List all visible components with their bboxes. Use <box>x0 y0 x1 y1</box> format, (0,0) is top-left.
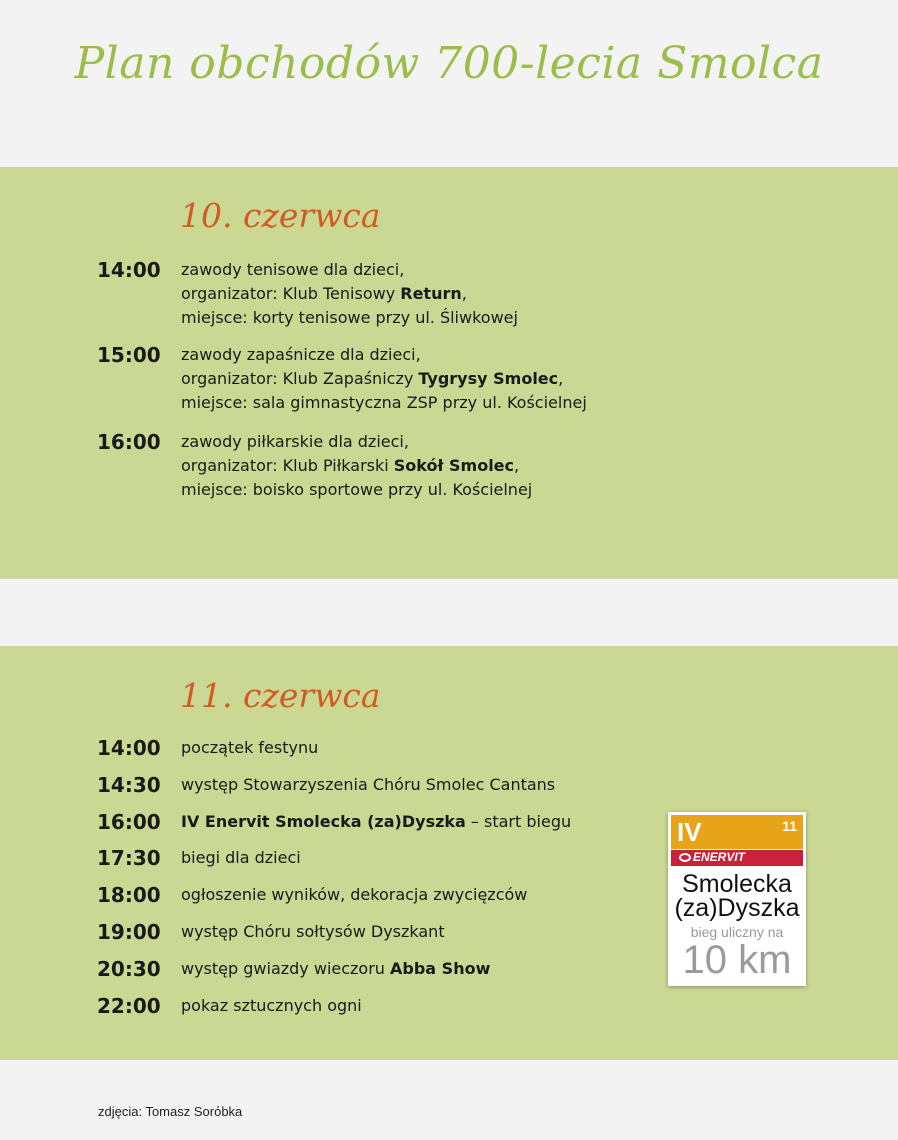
logo-edition: IV <box>677 817 702 847</box>
logo-date: 11 <box>782 818 797 834</box>
logo-name-line2: (za)Dyszka <box>674 894 800 922</box>
event-description: występ Stowarzyszenia Chóru Smolec Cantans <box>181 775 556 794</box>
logo-brand-bar <box>671 850 803 866</box>
day-heading: 10. czerwca <box>180 196 381 235</box>
event-time: 19:00 <box>97 920 161 944</box>
event-time: 14:00 <box>97 258 161 282</box>
event-time: 14:00 <box>97 736 161 760</box>
event-description: występ gwiazdy wieczoru Abba Show <box>181 959 491 978</box>
event-description: pokaz sztucznych ogni <box>181 996 362 1015</box>
event-time: 22:00 <box>97 994 161 1018</box>
event-line: miejsce: boisko sportowe przy ul. Kościelnej <box>181 480 533 499</box>
event-time: 18:00 <box>97 883 161 907</box>
event-description <box>181 343 741 415</box>
logo-name-line1: Smolecka <box>682 870 792 898</box>
event-time: 15:00 <box>97 343 161 367</box>
event-line: zawody tenisowe dla dzieci, <box>181 260 405 279</box>
event-description: występ Chóru sołtysów Dyszkant <box>181 922 445 941</box>
page-title: Plan obchodów 700-lecia Smolca <box>74 38 824 89</box>
day-heading: 11. czerwca <box>180 676 381 715</box>
event-description: początek festynu <box>181 738 319 757</box>
event-line: zawody zapaśnicze dla dzieci, <box>181 345 421 364</box>
photo-credit: zdjęcia: Tomasz Sorόbka <box>98 1104 243 1119</box>
event-description <box>181 430 741 502</box>
event-description: biegi dla dzieci <box>181 848 301 867</box>
logo-brand: ENERVIT <box>679 850 745 864</box>
event-description: ogłoszenie wyników, dekoracja zwycięzców <box>181 885 528 904</box>
event-time: 16:00 <box>97 430 161 454</box>
logo-subtitle: bieg uliczny na <box>690 924 784 940</box>
event-description: IV Enervit Smolecka (za)Dyszka – start biegu <box>181 812 572 831</box>
enervit-icon <box>679 853 691 862</box>
event-time: 16:00 <box>97 810 161 834</box>
event-time: 17:30 <box>97 846 161 870</box>
event-description <box>181 258 741 330</box>
logo-header <box>671 815 803 849</box>
event-line: zawody piłkarskie dla dzieci, <box>181 432 409 451</box>
event-line: organizator: Klub Piłkarski Sokół Smolec, <box>181 456 520 475</box>
event-time: 20:30 <box>97 957 161 981</box>
event-line: miejsce: korty tenisowe przy ul. Śliwkowej <box>181 308 518 327</box>
event-line: organizator: Klub Zapaśniczy Tygrysy Smolec, <box>181 369 564 388</box>
event-line: organizator: Klub Tenisowy Return, <box>181 284 467 303</box>
event-time: 14:30 <box>97 773 161 797</box>
race-logo <box>668 812 806 986</box>
event-line: miejsce: sala gimnastyczna ZSP przy ul. Kościelnej <box>181 393 587 412</box>
logo-distance: 10 km <box>682 938 792 982</box>
